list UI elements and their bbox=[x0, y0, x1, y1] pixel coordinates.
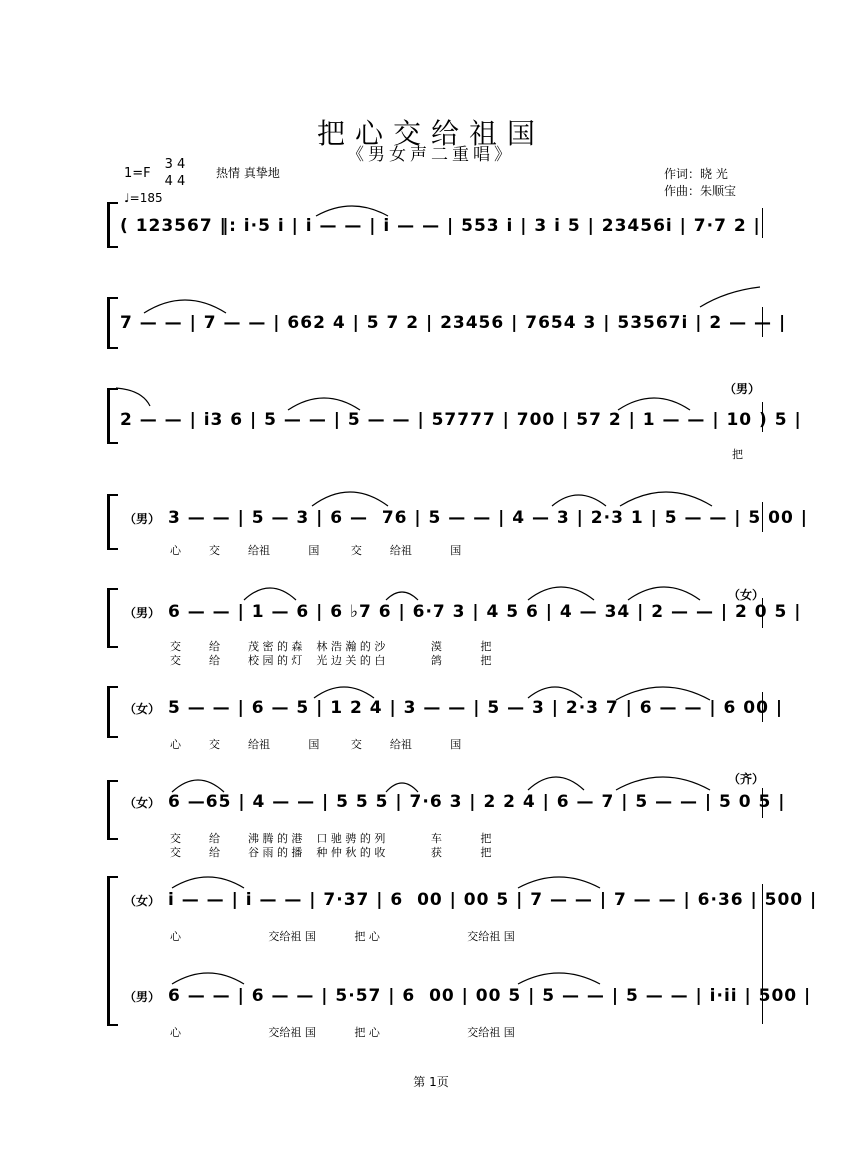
score-system-1 bbox=[0, 200, 862, 250]
slur-mark bbox=[614, 390, 694, 412]
lyricist-credit: 作词：晓 光 bbox=[664, 167, 728, 181]
lyric-line: 交 给 校 园 的 灯 光 边 关 的 白 鸽 把 bbox=[170, 654, 492, 667]
lyric-line: 心 交给祖 国 把 心 交给祖 国 bbox=[170, 930, 515, 943]
barline bbox=[762, 208, 763, 238]
slur-mark bbox=[524, 770, 588, 792]
part-label: （女） bbox=[124, 796, 161, 810]
slur-mark bbox=[168, 772, 228, 794]
score-subtitle: 《男女声二重唱》 bbox=[347, 145, 515, 165]
notation-line: 2 — — | i3 6 | 5 — — | 5 — — | 57777 | 700 | 57 2 | 1 — — | 10 ) 5 | bbox=[120, 410, 802, 430]
score-system-7 bbox=[0, 770, 862, 862]
slur-mark bbox=[612, 770, 714, 792]
lyric-line: 交 给 沸 腾 的 港 口 驰 骋 的 列 车 把 bbox=[170, 832, 492, 845]
system-brace bbox=[107, 494, 118, 550]
score-system-2 bbox=[0, 285, 862, 349]
lyric-line: 心 交 给祖 国 交 给祖 国 bbox=[170, 738, 462, 751]
slur-mark bbox=[168, 966, 248, 986]
part-label: （男） bbox=[124, 512, 161, 526]
slur-mark bbox=[514, 966, 604, 986]
lyric-line: 心 交 给祖 国 交 给祖 国 bbox=[170, 544, 462, 557]
lyric-line: 把 bbox=[732, 448, 743, 461]
score-system-5 bbox=[0, 578, 862, 670]
part-label: （男） bbox=[724, 382, 761, 396]
notation-line: 6 —65 | 4 — — | 5 5 5 | 7·6 3 | 2 2 4 | 6 — 7 | 5 — — | 5 0 5 | bbox=[168, 792, 786, 812]
system-brace bbox=[107, 876, 118, 1026]
lyric-line: 交 给 茂 密 的 森 林 浩 瀚 的 沙 漠 把 bbox=[170, 640, 492, 653]
notation-line: 3 — — | 5 — 3 | 6 — 76 | 5 — — | 4 — 3 | 2·3 1 | 5 — — | 5 00 | bbox=[168, 508, 808, 528]
part-label: （女） bbox=[728, 588, 765, 602]
slur-mark bbox=[240, 580, 300, 602]
slur-mark bbox=[548, 488, 610, 508]
score-system-8 bbox=[0, 870, 862, 1042]
system-brace bbox=[107, 588, 118, 648]
slur-mark bbox=[616, 484, 716, 508]
score-system-3 bbox=[0, 376, 862, 460]
slur-mark bbox=[382, 586, 422, 602]
composer-credit: 作曲：朱顺宝 bbox=[664, 184, 737, 198]
slur-mark bbox=[168, 870, 248, 890]
notation-line: 6 — — | 6 — — | 5·57 | 6 00 | 00 5 | 5 — — | 5 — — | i·ii | 500 | bbox=[168, 986, 812, 1006]
notation-line: 7 — — | 7 — — | 662 4 | 5 7 2 | 23456 | 7654 3 | 53567i | 2 — — | bbox=[120, 313, 787, 333]
score-title: 把心交给祖国 bbox=[316, 117, 545, 150]
part-label: （男） bbox=[124, 990, 161, 1004]
lyric-line: 交 给 谷 雨 的 播 种 仲 秋 的 收 获 把 bbox=[170, 846, 492, 859]
score-system-4 bbox=[0, 480, 862, 560]
part-label: （女） bbox=[124, 894, 161, 908]
system-brace bbox=[107, 780, 118, 840]
part-label: （齐） bbox=[728, 772, 765, 786]
slur-mark bbox=[312, 200, 392, 218]
slur-mark bbox=[310, 680, 378, 700]
slur-mark bbox=[696, 285, 762, 309]
score-system-6 bbox=[0, 680, 862, 754]
lyric-line: 心 交给祖 国 把 心 交给祖 国 bbox=[170, 1026, 515, 1039]
time-signature-top: 3 4 bbox=[164, 157, 186, 172]
notation-line: ( 123567 ‖: i·5 i | i — — | i — — | 553 i | 3 i 5 | 23456i | 7·7 2 | bbox=[120, 216, 761, 236]
part-label: （男） bbox=[124, 606, 161, 620]
slur-mark bbox=[114, 386, 154, 408]
slur-mark bbox=[382, 776, 422, 794]
page-number: 第 1页 bbox=[413, 1075, 449, 1089]
key-signature: 1=F bbox=[124, 166, 151, 181]
notation-line: i — — | i — — | 7·37 | 6 00 | 00 5 | 7 — — | 7 — — | 6·36 | 500 | bbox=[168, 890, 818, 910]
system-brace bbox=[107, 686, 118, 738]
part-label: （女） bbox=[124, 702, 161, 716]
time-signature-bottom: 4 4 bbox=[164, 174, 186, 189]
system-brace bbox=[107, 202, 118, 248]
slur-mark bbox=[308, 484, 392, 508]
time-signature bbox=[158, 156, 192, 190]
slur-mark bbox=[524, 580, 598, 602]
system-brace bbox=[107, 297, 118, 349]
slur-mark bbox=[624, 580, 704, 602]
slur-mark bbox=[140, 293, 230, 315]
notation-line: 6 — — | 1 — 6 | 6 ♭7 6 | 6·7 3 | 4 5 6 | 4 — 34 | 2 — — | 2 0 5 | bbox=[168, 602, 802, 622]
slur-mark bbox=[524, 680, 586, 700]
slur-mark bbox=[612, 680, 714, 702]
tempo-marking: ♩=185 bbox=[124, 191, 163, 205]
slur-mark bbox=[514, 870, 604, 890]
notation-line: 5 — — | 6 — 5 | 1 2 4 | 3 — — | 5 — 3 | 2·3 7 | 6 — — | 6 00 | bbox=[168, 698, 784, 718]
slur-mark bbox=[284, 390, 364, 412]
expression-marking: 热情 真挚地 bbox=[216, 166, 280, 180]
